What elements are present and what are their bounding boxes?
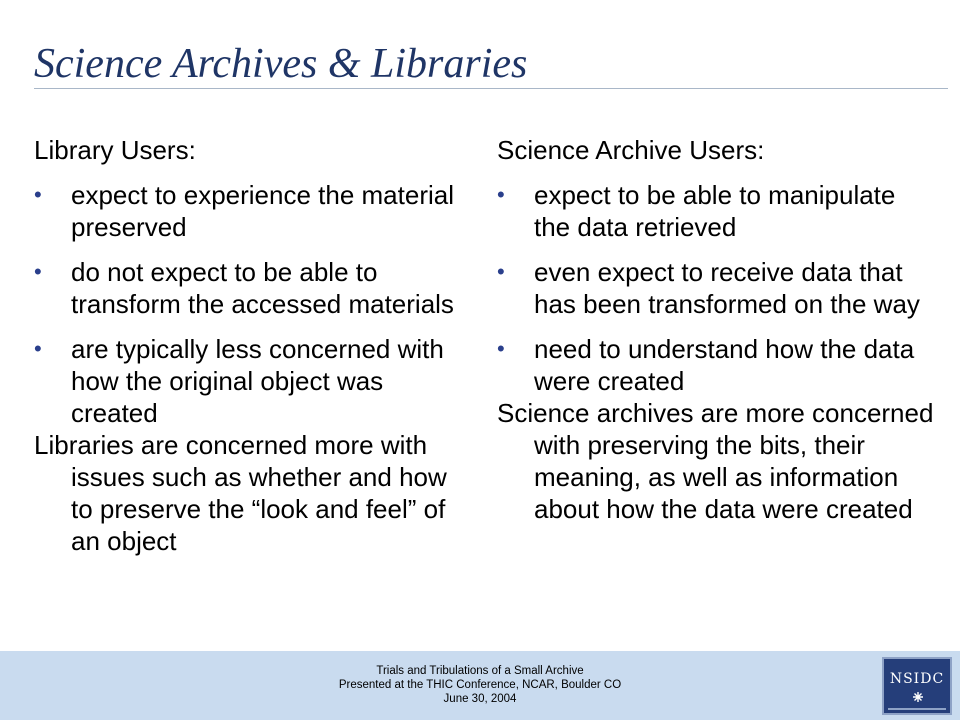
right-column-closing: Science archives are more concerned with preserving the bits, their meaning, as well as information about how the data were created: [497, 398, 934, 524]
bullet-text: are typically less concerned with how the original object was created: [71, 334, 444, 428]
slide-footer: [0, 651, 960, 720]
list-item: [497, 333, 937, 397]
slide-title: Science Archives & Libraries: [34, 41, 528, 87]
left-column-closing: Libraries are concerned more with issues such as whether and how to preserve the “look and feel” of an object: [34, 430, 447, 556]
bullet-text: need to understand how the data were created: [534, 334, 915, 396]
footer-line: Presented at the THIC Conference, NCAR, Boulder CO: [338, 679, 622, 691]
bullet-icon: •: [497, 259, 505, 284]
footer-line: June 30, 2004: [443, 693, 517, 705]
left-column-heading: Library Users:: [34, 135, 196, 165]
bullet-icon: •: [34, 182, 42, 207]
bullet-icon: •: [497, 336, 505, 361]
list-item: [497, 179, 937, 243]
right-column-heading: Science Archive Users:: [497, 135, 765, 165]
logo-text: NSIDC: [889, 671, 945, 687]
library-users-column: [34, 134, 474, 557]
bullet-icon: •: [34, 336, 42, 361]
footer-text: [0, 664, 960, 706]
title-divider: [34, 88, 948, 89]
bullet-text: do not expect to be able to transform the accessed materials: [71, 257, 454, 319]
bullet-icon: •: [34, 259, 42, 284]
list-item: [34, 333, 474, 429]
list-item: [497, 256, 937, 320]
bullet-text: expect to experience the material preserved: [71, 180, 454, 242]
archive-users-column: [497, 134, 937, 525]
bullet-icon: •: [497, 182, 505, 207]
bullet-text: even expect to receive data that has been transformed on the way: [534, 257, 920, 319]
list-item: [34, 256, 474, 320]
footer-line: Trials and Tribulations of a Small Archive: [376, 665, 584, 677]
nsidc-logo: [882, 657, 952, 715]
list-item: [34, 179, 474, 243]
logo-underline: [888, 708, 946, 710]
snowflake-icon: [913, 692, 923, 702]
bullet-text: expect to be able to manipulate the data retrieved: [534, 180, 896, 242]
